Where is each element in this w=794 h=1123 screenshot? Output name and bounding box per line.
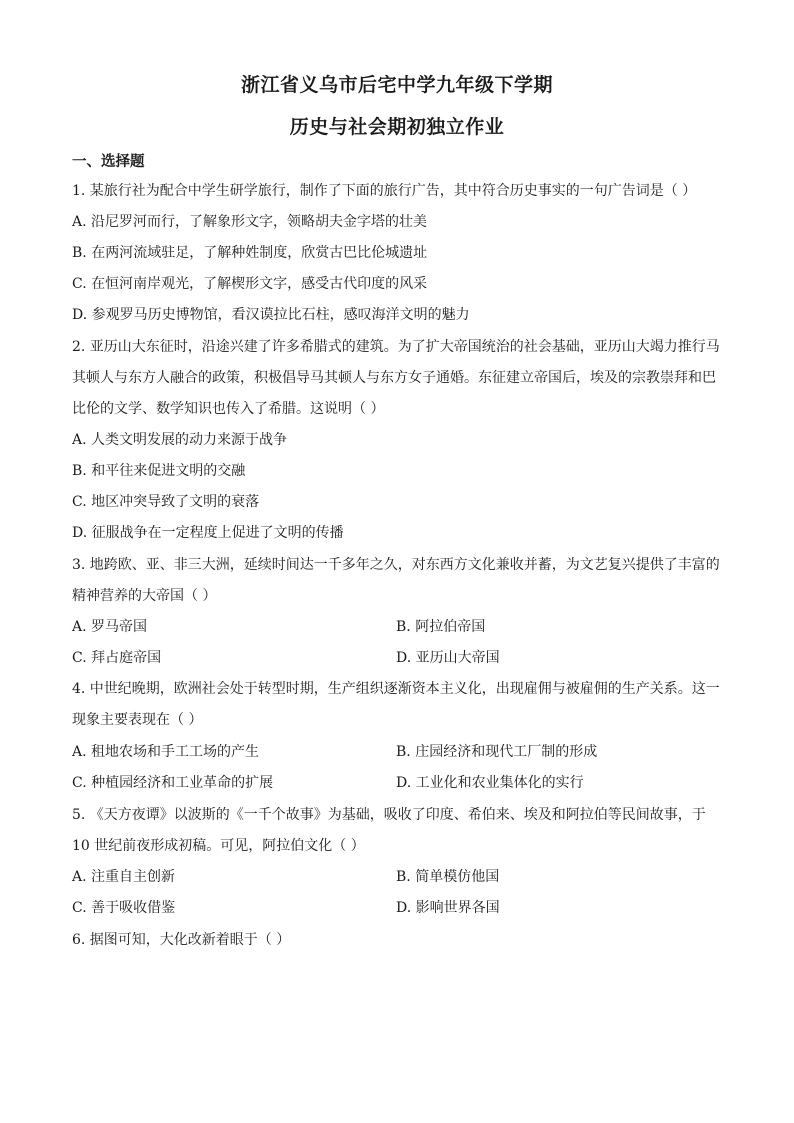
question-2-option-d: D. 征服战争在一定程度上促进了文明的传播 — [72, 525, 344, 541]
question-3-stem-line-1: 3. 地跨欧、亚、非三大洲，延续时间达一千多年之久，对东西方文化兼收并蓄，为文艺复兴提供了丰富的 — [72, 557, 720, 573]
question-3-option-a: A. 罗马帝国 — [72, 619, 148, 635]
question-4-stem-line-1: 4. 中世纪晚期，欧洲社会处于转型时期，生产组织逐渐资本主义化，出现雇佣与被雇佣的生产关系。这一 — [72, 681, 720, 697]
question-1-option-a: A. 沿尼罗河而行，了解象形文字，领略胡夫金字塔的壮美 — [72, 214, 428, 230]
question-1-option-b: B. 在两河流域驻足，了解种姓制度，欣赏古巴比伦城遗址 — [72, 245, 428, 261]
question-1-stem: 1. 某旅行社为配合中学生研学旅行，制作了下面的旅行广告，其中符合历史事实的一句广告词是（ ） — [72, 183, 697, 199]
question-3-option-b: B. 阿拉伯帝国 — [396, 619, 486, 635]
question-2-option-c: C. 地区冲突导致了文明的衰落 — [72, 494, 260, 510]
section-heading: 一、选择题 — [72, 153, 145, 170]
question-3-option-c: C. 拜占庭帝国 — [72, 650, 162, 666]
question-5-option-b: B. 简单模仿他国 — [396, 869, 500, 885]
question-5-stem-line-2: 10 世纪前夜形成初稿。可见，阿拉伯文化（ ） — [72, 838, 365, 854]
question-1-option-c: C. 在恒河南岸观光，了解楔形文字，感受古代印度的风采 — [72, 276, 428, 292]
question-5-option-d: D. 影响世界各国 — [396, 900, 500, 916]
question-2-option-a: A. 人类文明发展的动力来源于战争 — [72, 432, 288, 448]
question-4-option-b: B. 庄园经济和现代工厂制的形成 — [396, 744, 598, 760]
question-2-stem-line-3: 比伦的文学、数学知识也传入了希腊。这说明（ ） — [72, 401, 385, 417]
question-3-stem-line-2: 精神营养的大帝国（ ） — [72, 588, 217, 604]
question-4-stem-line-2: 现象主要表现在（ ） — [72, 712, 203, 728]
question-2-option-b: B. 和平往来促进文明的交融 — [72, 463, 246, 479]
question-3-option-d: D. 亚历山大帝国 — [396, 650, 500, 666]
question-4-option-d: D. 工业化和农业集体化的实行 — [396, 775, 584, 791]
question-5-option-a: A. 注重自主创新 — [72, 869, 176, 885]
question-4-option-c: C. 种植园经济和工业革命的扩展 — [72, 775, 274, 791]
question-2-stem-line-1: 2. 亚历山大东征时，沿途兴建了许多希腊式的建筑。为了扩大帝国统治的社会基础，亚历山大竭力推行马 — [72, 339, 720, 355]
question-4-option-a: A. 租地农场和手工工场的产生 — [72, 744, 260, 760]
question-2-stem-line-2: 其顿人与东方人融合的政策，积极倡导马其顿人与东方女子通婚。东征建立帝国后，埃及的宗教崇拜和巴 — [72, 370, 716, 386]
document-title: 浙江省义乌市后宅中学九年级下学期 — [240, 74, 553, 96]
question-5-stem-line-1: 5. 《天方夜谭》以波斯的《一千个故事》为基础，吸收了印度、希伯来、埃及和阿拉伯等民间故事，于 — [72, 807, 706, 823]
question-5-option-c: C. 善于吸收借鉴 — [72, 900, 176, 916]
question-1-option-d: D. 参观罗马历史博物馆，看汉谟拉比石柱，感叹海洋文明的魅力 — [72, 307, 470, 323]
document-subtitle: 历史与社会期初独立作业 — [289, 116, 505, 138]
question-6-stem: 6. 据图可知，大化改新着眼于（ ） — [72, 932, 291, 948]
